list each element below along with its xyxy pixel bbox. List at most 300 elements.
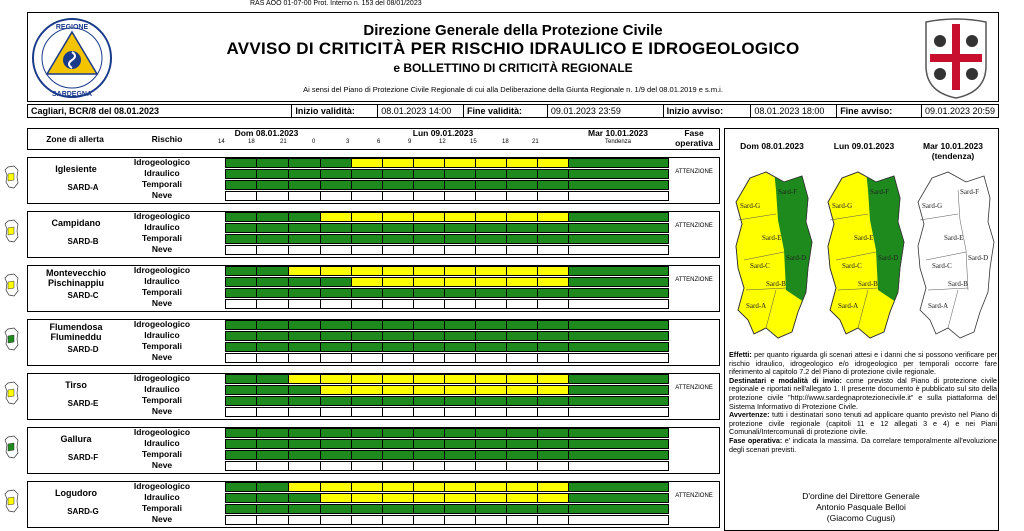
zone-code: SARD-G bbox=[67, 507, 99, 516]
hour-tick: 12 bbox=[439, 139, 446, 145]
criticality-cell bbox=[568, 245, 669, 255]
criticality-cell bbox=[225, 180, 257, 190]
criticality-cell bbox=[475, 212, 507, 222]
criticality-cell bbox=[382, 515, 414, 525]
criticality-cell bbox=[444, 320, 476, 330]
zone-map-icon bbox=[3, 435, 21, 459]
criticality-cell bbox=[475, 374, 507, 384]
criticality-cell bbox=[475, 245, 507, 255]
criticality-cell bbox=[537, 515, 569, 525]
criticality-cell bbox=[413, 299, 445, 309]
criticality-cell bbox=[256, 320, 289, 330]
risk-label-idrogeologico: Idrogeologico bbox=[133, 373, 191, 383]
fine-validita-label: Fine validità: bbox=[464, 105, 548, 117]
destinatari-label: Destinatari e modalità di invio: bbox=[729, 375, 842, 385]
criticality-cell bbox=[413, 288, 445, 298]
criticality-cell bbox=[351, 288, 383, 298]
criticality-cell bbox=[506, 461, 538, 471]
criticality-cell bbox=[382, 212, 414, 222]
criticality-cell bbox=[256, 191, 289, 201]
criticality-cell bbox=[537, 342, 569, 352]
criticality-cell bbox=[382, 288, 414, 298]
criticality-cell bbox=[537, 191, 569, 201]
inizio-validita-value: 08.01.2023 14:00 bbox=[378, 105, 464, 117]
criticality-cell bbox=[537, 482, 569, 492]
document-header bbox=[27, 12, 999, 102]
criticality-cell bbox=[537, 169, 569, 179]
criticality-cell bbox=[506, 288, 538, 298]
criticality-cell bbox=[413, 504, 445, 514]
criticality-cell bbox=[351, 191, 383, 201]
criticality-cell bbox=[475, 385, 507, 395]
zone-name: Flumineddu bbox=[50, 332, 102, 342]
criticality-cell bbox=[444, 461, 476, 471]
criticality-cell bbox=[475, 266, 507, 276]
criticality-cell bbox=[475, 428, 507, 438]
map-region-label: Sard-C bbox=[932, 262, 952, 270]
criticality-cell bbox=[537, 320, 569, 330]
criticality-cell bbox=[568, 396, 669, 406]
criticality-cell bbox=[537, 212, 569, 222]
criticality-cell bbox=[382, 385, 414, 395]
hour-tick: 14 bbox=[218, 139, 225, 145]
criticality-cell bbox=[475, 191, 507, 201]
criticality-cell bbox=[537, 277, 569, 287]
criticality-cell bbox=[568, 353, 669, 363]
criticality-cell bbox=[225, 504, 257, 514]
criticality-cell bbox=[225, 266, 257, 276]
criticality-cell bbox=[568, 191, 669, 201]
criticality-cell bbox=[225, 407, 257, 417]
header-day1: Dom 08.01.2023 bbox=[234, 128, 299, 138]
criticality-cell bbox=[288, 482, 321, 492]
criticality-cell bbox=[568, 493, 669, 503]
criticality-cell bbox=[413, 385, 445, 395]
criticality-cell bbox=[351, 439, 383, 449]
criticality-cell bbox=[444, 277, 476, 287]
svg-text:REGIONE: REGIONE bbox=[55, 24, 89, 31]
criticality-cell bbox=[568, 482, 669, 492]
criticality-cell bbox=[288, 407, 321, 417]
criticality-cell bbox=[537, 450, 569, 460]
criticality-cell bbox=[475, 504, 507, 514]
criticality-cell bbox=[320, 407, 352, 417]
zone-name: Logudoro bbox=[55, 488, 97, 498]
risk-label-idrogeologico: Idrogeologico bbox=[133, 427, 191, 437]
zone-map-icon bbox=[3, 327, 21, 351]
criticality-cell bbox=[413, 331, 445, 341]
criticality-cell bbox=[320, 234, 352, 244]
criticality-cell bbox=[256, 353, 289, 363]
criticality-cell bbox=[351, 169, 383, 179]
inizio-avviso-label: Inizio avviso: bbox=[664, 105, 752, 117]
criticality-cell bbox=[475, 180, 507, 190]
criticality-cell bbox=[506, 299, 538, 309]
criticality-cell bbox=[351, 407, 383, 417]
criticality-cell bbox=[320, 180, 352, 190]
criticality-cell bbox=[444, 158, 476, 168]
criticality-cell bbox=[568, 234, 669, 244]
criticality-cell bbox=[351, 482, 383, 492]
criticality-cell bbox=[225, 234, 257, 244]
zone-name: Flumendosa bbox=[49, 322, 103, 332]
criticality-cell bbox=[413, 180, 445, 190]
criticality-cell bbox=[444, 493, 476, 503]
criticality-cell bbox=[351, 234, 383, 244]
criticality-cell bbox=[382, 320, 414, 330]
criticality-cell bbox=[351, 158, 383, 168]
criticality-cell bbox=[320, 353, 352, 363]
criticality-cell bbox=[382, 245, 414, 255]
criticality-cell bbox=[413, 461, 445, 471]
criticality-cell bbox=[506, 450, 538, 460]
criticality-cell bbox=[413, 515, 445, 525]
criticality-cell bbox=[256, 482, 289, 492]
criticality-cell bbox=[256, 342, 289, 352]
criticality-cell bbox=[382, 266, 414, 276]
fase-operativa-value: ATTENZIONE bbox=[675, 493, 713, 499]
criticality-cell bbox=[506, 353, 538, 363]
criticality-cell bbox=[444, 342, 476, 352]
criticality-cell bbox=[413, 212, 445, 222]
criticality-cell bbox=[475, 169, 507, 179]
criticality-cell bbox=[537, 245, 569, 255]
criticality-cell bbox=[320, 385, 352, 395]
map-day3-note: (tendenza) bbox=[931, 151, 975, 161]
criticality-cell bbox=[537, 461, 569, 471]
criticality-cell bbox=[537, 234, 569, 244]
criticality-cell bbox=[225, 482, 257, 492]
criticality-cell bbox=[288, 439, 321, 449]
criticality-cell bbox=[288, 169, 321, 179]
criticality-cell bbox=[288, 212, 321, 222]
criticality-cell bbox=[537, 223, 569, 233]
risk-label-neve: Neve bbox=[151, 406, 173, 416]
criticality-cell bbox=[475, 482, 507, 492]
criticality-cell bbox=[475, 277, 507, 287]
criticality-cell bbox=[256, 299, 289, 309]
risk-label-temporali: Temporali bbox=[142, 179, 182, 189]
criticality-cell bbox=[288, 428, 321, 438]
criticality-cell bbox=[320, 299, 352, 309]
risk-label-temporali: Temporali bbox=[142, 233, 182, 243]
criticality-cell bbox=[351, 428, 383, 438]
criticality-cell bbox=[568, 515, 669, 525]
criticality-cell bbox=[568, 407, 669, 417]
map-day3-title: Mar 10.01.2023 bbox=[922, 141, 984, 151]
sardinia-maps bbox=[726, 160, 998, 348]
criticality-cell bbox=[288, 331, 321, 341]
criticality-cell bbox=[288, 385, 321, 395]
criticality-cell bbox=[320, 223, 352, 233]
criticality-cell bbox=[256, 504, 289, 514]
criticality-cell bbox=[256, 374, 289, 384]
criticality-cell bbox=[413, 191, 445, 201]
criticality-cell bbox=[382, 342, 414, 352]
criticality-cell bbox=[225, 299, 257, 309]
criticality-cell bbox=[382, 169, 414, 179]
criticality-cell bbox=[475, 288, 507, 298]
criticality-cell bbox=[568, 299, 669, 309]
criticality-cell bbox=[382, 504, 414, 514]
criticality-cell bbox=[256, 439, 289, 449]
risk-label-idrogeologico: Idrogeologico bbox=[133, 211, 191, 221]
criticality-cell bbox=[506, 245, 538, 255]
risk-label-idrogeologico: Idrogeologico bbox=[133, 481, 191, 491]
criticality-cell bbox=[444, 191, 476, 201]
map-region-label: Sard-A bbox=[838, 302, 859, 310]
criticality-cell bbox=[413, 223, 445, 233]
zone-name: Campidano bbox=[51, 218, 101, 228]
criticality-cell bbox=[413, 450, 445, 460]
criticality-cell bbox=[288, 353, 321, 363]
criticality-cell bbox=[444, 331, 476, 341]
criticality-cell bbox=[225, 288, 257, 298]
map-region-label: Sard-F bbox=[960, 188, 980, 196]
criticality-cell bbox=[413, 342, 445, 352]
subtitle-piano: Ai sensi del Piano di Protezione Civile Regionale di cui alla Deliberazione della Giunta Regionale n. 1/9 del 08.01.2019 e s.m.i. bbox=[303, 85, 723, 94]
map-region-label: Sard-C bbox=[750, 262, 770, 270]
criticality-cell bbox=[288, 493, 321, 503]
criticality-cell bbox=[382, 450, 414, 460]
criticality-cell bbox=[288, 450, 321, 460]
criticality-cell bbox=[444, 374, 476, 384]
risk-label-idraulico: Idraulico bbox=[144, 168, 180, 178]
criticality-cell bbox=[256, 234, 289, 244]
criticality-cell bbox=[256, 288, 289, 298]
criticality-cell bbox=[320, 288, 352, 298]
criticality-cell bbox=[288, 223, 321, 233]
criticality-cell bbox=[351, 212, 383, 222]
hour-tick: 15 bbox=[470, 139, 477, 145]
criticality-cell bbox=[506, 180, 538, 190]
criticality-cell bbox=[444, 353, 476, 363]
criticality-cell bbox=[256, 223, 289, 233]
hour-tick: 18 bbox=[502, 139, 509, 145]
criticality-cell bbox=[225, 342, 257, 352]
map-region-label: Sard-B bbox=[948, 280, 968, 288]
criticality-cell bbox=[506, 374, 538, 384]
zone-code: SARD-B bbox=[67, 237, 99, 246]
criticality-cell bbox=[351, 342, 383, 352]
criticality-cell bbox=[288, 396, 321, 406]
criticality-cell bbox=[475, 234, 507, 244]
risk-label-idrogeologico: Idrogeologico bbox=[133, 265, 191, 275]
criticality-cell bbox=[413, 407, 445, 417]
protocol-number: RAS AOO 01-07-00 Prot. Interno n. 153 del 08/01/2023 bbox=[250, 0, 422, 7]
criticality-cell bbox=[256, 169, 289, 179]
criticality-cell bbox=[444, 299, 476, 309]
map-region-label: Sard-F bbox=[870, 188, 890, 196]
zone-code: SARD-F bbox=[67, 453, 99, 462]
criticality-cell bbox=[475, 450, 507, 460]
criticality-cell bbox=[475, 461, 507, 471]
criticality-cell bbox=[256, 450, 289, 460]
risk-label-idrogeologico: Idrogeologico bbox=[133, 319, 191, 329]
criticality-cell bbox=[382, 223, 414, 233]
criticality-cell bbox=[444, 450, 476, 460]
zone-name: Iglesiente bbox=[55, 164, 97, 174]
criticality-cell bbox=[475, 223, 507, 233]
criticality-cell bbox=[413, 277, 445, 287]
criticality-cell bbox=[351, 504, 383, 514]
criticality-cell bbox=[351, 493, 383, 503]
criticality-cell bbox=[537, 385, 569, 395]
map-day1-title: Dom 08.01.2023 bbox=[740, 141, 804, 151]
zone-code: SARD-D bbox=[67, 345, 99, 354]
criticality-cell bbox=[288, 277, 321, 287]
criticality-cell bbox=[506, 515, 538, 525]
criticality-cell bbox=[351, 299, 383, 309]
criticality-cell bbox=[475, 439, 507, 449]
criticality-cell bbox=[288, 245, 321, 255]
criticality-cell bbox=[475, 515, 507, 525]
criticality-cell bbox=[568, 439, 669, 449]
hour-tick: 18 bbox=[248, 139, 255, 145]
hour-tick: 3 bbox=[346, 139, 350, 145]
fine-avviso-value: 09.01.2023 20:59 bbox=[925, 106, 996, 116]
zone-code: SARD-E bbox=[67, 399, 99, 408]
effetti-text: per quanto riguarda gli scenari attesi e i danni che si possono verificare per rischio idraulico, idrogeologico e/o idrogeologico per temporali occorre fare riferimento al capitolo 7.2 del Piano di protezione civile regionale. bbox=[729, 350, 997, 377]
fase-operativa-value: ATTENZIONE bbox=[675, 385, 713, 391]
fine-avviso-label: Fine avviso: bbox=[837, 105, 922, 117]
criticality-cell bbox=[256, 385, 289, 395]
svg-text:SARDEGNA: SARDEGNA bbox=[51, 91, 93, 98]
criticality-cell bbox=[444, 385, 476, 395]
criticality-cell bbox=[225, 396, 257, 406]
fase-operativa-value: ATTENZIONE bbox=[675, 169, 713, 175]
criticality-cell bbox=[320, 493, 352, 503]
criticality-cell bbox=[256, 331, 289, 341]
map-region-label: Sard-G bbox=[740, 202, 761, 210]
header-day2: Lun 09.01.2023 bbox=[412, 128, 474, 138]
criticality-cell bbox=[413, 482, 445, 492]
criticality-cell bbox=[506, 234, 538, 244]
criticality-cell bbox=[351, 320, 383, 330]
destinatari-text: come previsto dal Piano di protezione civile regionale e riportati nell'allegato 1. Il presente documento è pubblicato sul sito della protezione civile "http://www.sardegnaprotezionecivile.it" e sulla piattaforma del Sistema Informativo di Protezione Civile. bbox=[729, 375, 997, 411]
criticality-cell bbox=[475, 493, 507, 503]
criticality-cell bbox=[382, 191, 414, 201]
criticality-cell bbox=[568, 212, 669, 222]
criticality-cell bbox=[225, 277, 257, 287]
criticality-cell bbox=[444, 515, 476, 525]
fase-label: Fase operativa: bbox=[729, 435, 783, 445]
criticality-cell bbox=[351, 266, 383, 276]
criticality-cell bbox=[537, 180, 569, 190]
criticality-cell bbox=[382, 439, 414, 449]
zone-code: SARD-A bbox=[67, 183, 99, 192]
criticality-cell bbox=[320, 504, 352, 514]
criticality-cell bbox=[225, 515, 257, 525]
title-avviso: AVVISO DI CRITICITÀ PER RISCHIO IDRAULICO E IDROGEOLOGICO bbox=[226, 39, 800, 58]
criticality-cell bbox=[568, 158, 669, 168]
criticality-cell bbox=[475, 158, 507, 168]
criticality-cell bbox=[382, 482, 414, 492]
hour-tick: 9 bbox=[408, 139, 412, 145]
hour-tick: 0 bbox=[312, 139, 316, 145]
criticality-cell bbox=[537, 288, 569, 298]
criticality-cell bbox=[320, 266, 352, 276]
criticality-cell bbox=[320, 428, 352, 438]
zone-map-icon bbox=[3, 273, 21, 297]
criticality-cell bbox=[506, 342, 538, 352]
map-region-label: Sard-A bbox=[746, 302, 767, 310]
criticality-cell bbox=[506, 212, 538, 222]
criticality-cell bbox=[444, 212, 476, 222]
criticality-cell bbox=[320, 212, 352, 222]
criticality-cell bbox=[568, 277, 669, 287]
criticality-cell bbox=[320, 277, 352, 287]
criticality-cell bbox=[382, 493, 414, 503]
zone-name: Gallura bbox=[60, 434, 92, 444]
criticality-cell bbox=[506, 331, 538, 341]
criticality-cell bbox=[568, 169, 669, 179]
criticality-cell bbox=[382, 331, 414, 341]
criticality-cell bbox=[568, 223, 669, 233]
criticality-cell bbox=[288, 374, 321, 384]
risk-label-temporali: Temporali bbox=[142, 395, 182, 405]
criticality-cell bbox=[320, 482, 352, 492]
criticality-cell bbox=[444, 169, 476, 179]
map-region-label: Sard-C bbox=[842, 262, 862, 270]
risk-label-neve: Neve bbox=[151, 352, 173, 362]
signature-line2: Antonio Pasquale Belloi bbox=[816, 502, 906, 512]
criticality-cell bbox=[537, 439, 569, 449]
notes-block bbox=[729, 351, 997, 454]
criticality-cell bbox=[506, 396, 538, 406]
criticality-cell bbox=[413, 353, 445, 363]
map-region-label: Sard-G bbox=[832, 202, 853, 210]
signature-line1: D'ordine del Direttore Generale bbox=[802, 491, 920, 501]
criticality-cell bbox=[568, 266, 669, 276]
criticality-cell bbox=[444, 504, 476, 514]
avvertenze-label: Avvertenze: bbox=[729, 410, 770, 420]
criticality-cell bbox=[351, 515, 383, 525]
criticality-cell bbox=[382, 234, 414, 244]
hour-tick: 21 bbox=[532, 139, 539, 145]
criticality-cell bbox=[444, 288, 476, 298]
criticality-cell bbox=[351, 374, 383, 384]
criticality-cell bbox=[320, 191, 352, 201]
risk-label-idrogeologico: Idrogeologico bbox=[133, 157, 191, 167]
criticality-cell bbox=[413, 234, 445, 244]
criticality-cell bbox=[288, 504, 321, 514]
header-rischio: Rischio bbox=[151, 134, 183, 144]
criticality-cell bbox=[382, 374, 414, 384]
fine-validita-value: 09.01.2023 23:59 bbox=[548, 105, 664, 117]
criticality-cell bbox=[288, 288, 321, 298]
criticality-cell bbox=[568, 320, 669, 330]
map-region-label: Sard-E bbox=[854, 234, 874, 242]
map-region-label: Sard-E bbox=[944, 234, 964, 242]
criticality-cell bbox=[475, 331, 507, 341]
criticality-cell bbox=[225, 374, 257, 384]
criticality-cell bbox=[444, 482, 476, 492]
criticality-cell bbox=[351, 245, 383, 255]
fase-operativa-value: ATTENZIONE bbox=[675, 223, 713, 229]
criticality-cell bbox=[475, 320, 507, 330]
criticality-cell bbox=[288, 234, 321, 244]
criticality-cell bbox=[382, 461, 414, 471]
criticality-cell bbox=[537, 396, 569, 406]
criticality-cell bbox=[568, 450, 669, 460]
criticality-cell bbox=[256, 407, 289, 417]
criticality-cell bbox=[568, 385, 669, 395]
criticality-cell bbox=[320, 320, 352, 330]
risk-label-temporali: Temporali bbox=[142, 287, 182, 297]
zone-code: SARD-C bbox=[67, 291, 99, 300]
header-tendenza: Tendenza bbox=[604, 139, 632, 145]
